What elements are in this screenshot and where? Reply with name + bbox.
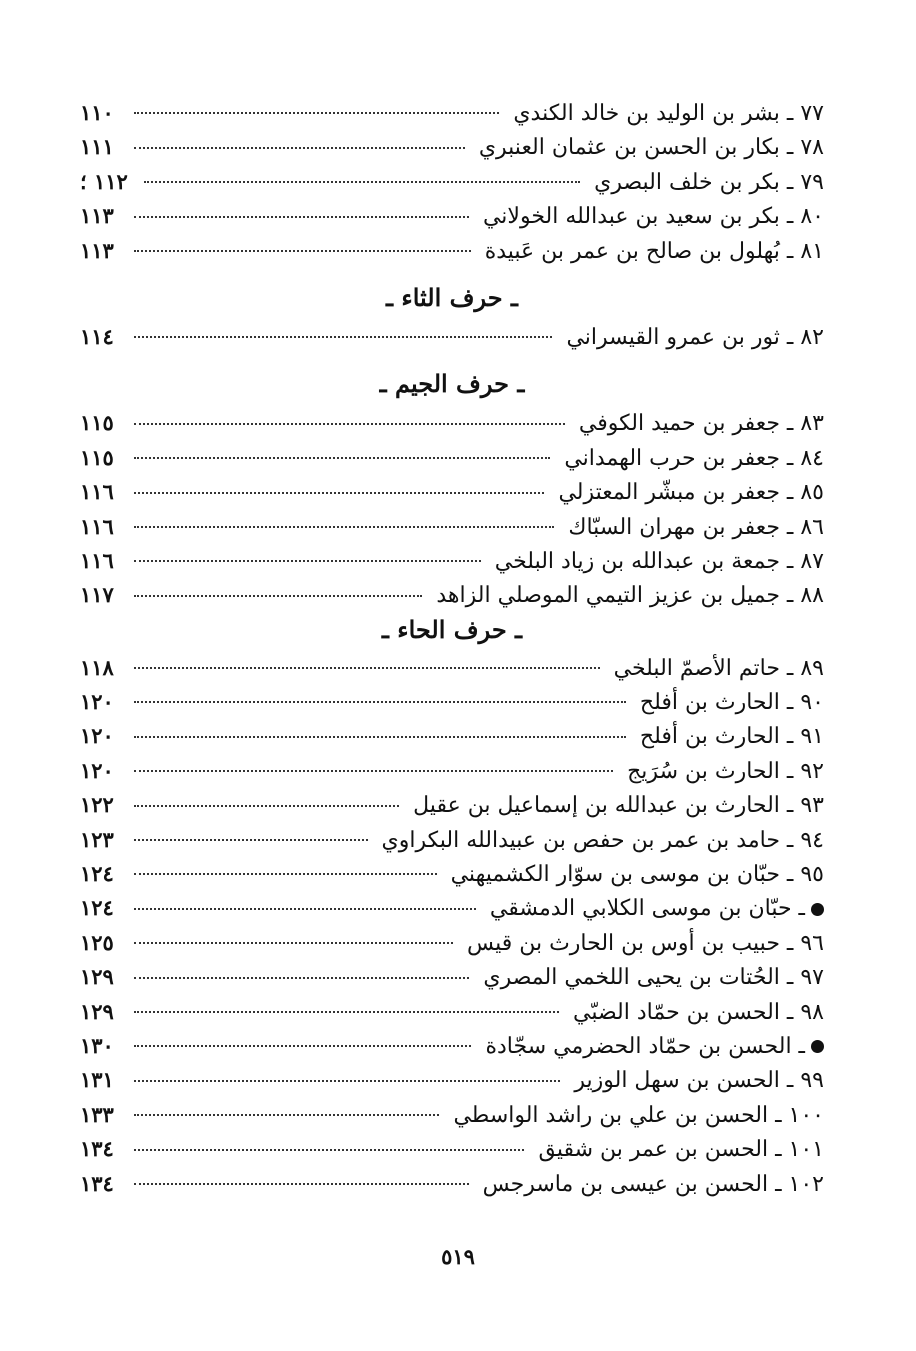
toc-entry (80, 926, 824, 960)
toc-entry (80, 165, 824, 199)
entry-page-number: ١١٨ (80, 654, 114, 680)
toc-entry (80, 544, 824, 578)
entry-page-number: ١٣٤ (80, 1136, 114, 1162)
toc-entry (80, 510, 824, 544)
entry-name (556, 442, 824, 476)
entry-page-number: ١٢٤ (80, 895, 114, 921)
entry-page-number: ١١٥ (80, 444, 114, 470)
toc-entry (80, 960, 824, 994)
dot-leader (134, 942, 453, 944)
entry-name-text: ٨٩ ـ حاتم الأصمّ البلخي (613, 655, 824, 681)
entry-name (632, 686, 824, 720)
entry-name (475, 1168, 824, 1202)
entry-name (505, 97, 824, 131)
entry-name (606, 652, 824, 686)
entry-name (477, 1030, 824, 1064)
dot-leader (134, 526, 554, 528)
toc-entry (80, 995, 824, 1029)
toc-page (80, 96, 824, 1201)
dot-leader (134, 147, 465, 149)
entry-name (560, 511, 824, 545)
toc-entry (80, 651, 824, 685)
dot-leader (134, 736, 626, 738)
toc-entry (80, 754, 824, 788)
toc-entry (80, 96, 824, 130)
section-heading-ha: ـ حرف الحاء ـ (381, 614, 523, 644)
dot-leader (134, 1149, 524, 1151)
entry-page-number: ١١٣ (80, 237, 114, 263)
entry-name (565, 996, 824, 1030)
entries-group-ba (80, 96, 824, 268)
dot-leader (134, 977, 469, 979)
dot-leader (134, 839, 368, 841)
entry-page-number: ١١٦ (80, 547, 114, 573)
entry-name-text: ٨٥ ـ جعفر بن مبشّر المعتزلي (558, 480, 824, 506)
dot-leader (134, 492, 544, 494)
dot-leader (144, 181, 580, 183)
entry-page-number: ١٢٠ (80, 723, 114, 749)
entry-page-number: ١٢٩ (80, 964, 114, 990)
toc-entry (80, 199, 824, 233)
entry-name-text: ـ حبّان بن موسى الكلابي الدمشقي (489, 896, 805, 922)
dot-leader (134, 595, 422, 597)
entry-name (530, 1133, 824, 1167)
entry-page-number: ١١٤ (80, 323, 114, 349)
dot-leader (134, 250, 471, 252)
entry-name-text: ٩٦ ـ حبيب بن أوس بن الحارث بن قيس (467, 930, 824, 956)
entry-page-number: ١١٦ (80, 513, 114, 539)
entries-group-jim (80, 406, 824, 612)
toc-entry (80, 823, 824, 857)
toc-entry (80, 406, 824, 440)
dot-leader (134, 112, 499, 114)
entry-name (571, 407, 824, 441)
entry-name-text: ٨١ ـ بُهلول بن صالح بن عمر بن عَبيدة (484, 238, 824, 264)
dot-leader (134, 873, 437, 875)
entry-name-text: ٩٧ ـ الحُتات بن يحيى اللخمي المصري (483, 965, 824, 991)
entry-name-text: ٩١ ـ الحارث بن أفلح (639, 724, 824, 750)
dot-leader (134, 1011, 559, 1013)
toc-entry (80, 857, 824, 891)
toc-entry (80, 1132, 824, 1166)
entry-name-text: ٩٢ ـ الحارث بن سُرَيج (627, 758, 824, 784)
entry-name-text: ٨٣ ـ جعفر بن حميد الكوفي (578, 411, 824, 437)
dot-leader (134, 1183, 469, 1185)
entry-name-text: ٧٧ ـ بشر بن الوليد بن خالد الكندي (513, 101, 824, 126)
bullet-icon (811, 1040, 824, 1053)
entry-name (405, 789, 824, 823)
dot-leader (134, 770, 613, 772)
toc-entry (80, 1063, 824, 1097)
entry-page-number: ١٢٤ (80, 861, 114, 887)
entry-name-text: ـ الحسن بن حمّاد الحضرمي سجّادة (485, 1033, 805, 1059)
entry-name-text: ٨٧ ـ جمعة بن عبدالله بن زياد البلخي (494, 548, 824, 574)
entries-group-tha (80, 320, 824, 354)
dot-leader (134, 805, 399, 807)
entry-name-text: ١٠٢ ـ الحسن بن عيسى بن ماسرجس (482, 1171, 824, 1197)
entry-name-text: ٨٠ ـ بكر بن سعيد بن عبدالله الخولاني (482, 204, 824, 230)
toc-entry (80, 475, 824, 509)
dot-leader (134, 423, 565, 425)
entry-name (487, 545, 824, 579)
dot-leader (134, 216, 469, 218)
dot-leader (134, 667, 600, 669)
dot-leader (134, 1080, 560, 1082)
entry-name-text: ٨٢ ـ ثور بن عمرو القيسراني (566, 324, 824, 350)
toc-entry (80, 891, 824, 925)
section-heading-jim: ـ حرف الجيم ـ (379, 369, 525, 399)
entry-name (475, 200, 824, 234)
toc-entry (80, 578, 824, 612)
entry-name-text: ٧٨ ـ بكار بن الحسن بن عثمان العنبري (478, 135, 824, 161)
entry-name (459, 927, 824, 961)
entry-name (550, 476, 824, 510)
entry-page-number: ١٣٠ (80, 1032, 114, 1058)
entry-page-number: ١٢٠ (80, 757, 114, 783)
entry-page-number: ١١٢ ؛ (80, 168, 128, 194)
entry-name (445, 1099, 824, 1133)
toc-entry (80, 788, 824, 822)
section-heading-tha: ـ حرف الثاء ـ (386, 282, 518, 312)
entry-name-text: ٩٤ ـ حامد بن عمر بن حفص بن عبيدالله البكراوي (381, 827, 824, 853)
toc-entry (80, 130, 824, 164)
entry-page-number: ١٢٥ (80, 929, 114, 955)
entry-name-text: ٩٩ ـ الحسن بن سهل الوزير (574, 1068, 824, 1094)
entry-page-number: ١٣٤ (80, 1170, 114, 1196)
toc-entry (80, 1098, 824, 1132)
entry-name (558, 321, 824, 355)
toc-entry (80, 685, 824, 719)
entry-name-text: ٨٨ ـ جميل بن عزيز التيمي الموصلي الزاهد (436, 583, 824, 609)
entry-page-number: ١١٠ (80, 100, 114, 125)
entry-name (471, 131, 824, 165)
entry-name-text: ٩٣ ـ الحارث بن عبدالله بن إسماعيل بن عقيل (413, 793, 824, 819)
page-number-footer: ٥١٩ (441, 1244, 475, 1269)
dot-leader (134, 560, 481, 562)
entry-name-text: ٧٩ ـ بكر بن خلف البصري (594, 169, 824, 195)
entry-page-number: ١٢٣ (80, 826, 114, 852)
entry-name-text: ٨٤ ـ جعفر بن حرب الهمداني (564, 445, 824, 471)
entry-name (566, 1064, 824, 1098)
entry-name-text: ١٠٠ ـ الحسن بن علي بن راشد الواسطي (453, 1102, 824, 1128)
entry-page-number: ١٢٠ (80, 689, 114, 715)
entry-page-number: ١٢٢ (80, 792, 114, 818)
entry-name (428, 579, 824, 613)
entry-name (619, 755, 824, 789)
bullet-icon (811, 903, 824, 916)
entry-name (443, 858, 824, 892)
entry-page-number: ١٣٣ (80, 1101, 114, 1127)
entry-name-text: ٨٦ ـ جعفر بن مهران السبّاك (568, 514, 824, 540)
toc-entry (80, 1029, 824, 1063)
entry-name-text: ١٠١ ـ الحسن بن عمر بن شقيق (538, 1137, 824, 1163)
entry-page-number: ١١٥ (80, 410, 114, 436)
entries-group-ha (80, 651, 824, 1201)
toc-entry (80, 1167, 824, 1201)
dot-leader (134, 457, 550, 459)
toc-entry (80, 320, 824, 354)
entry-name-text: ٩٠ ـ الحارث بن أفلح (639, 690, 824, 716)
entry-page-number: ١١٧ (80, 582, 114, 608)
dot-leader (134, 336, 552, 338)
dot-leader (134, 1045, 471, 1047)
dot-leader (134, 1114, 439, 1116)
entry-name (374, 824, 824, 858)
dot-leader (134, 908, 476, 910)
toc-entry (80, 441, 824, 475)
toc-entry (80, 719, 824, 753)
entry-page-number: ١٢٩ (80, 998, 114, 1024)
toc-entry (80, 234, 824, 268)
entry-page-number: ١٣١ (80, 1067, 114, 1093)
entry-name-text: ٩٨ ـ الحسن بن حمّاد الضبّي (573, 999, 824, 1025)
dot-leader (134, 701, 626, 703)
entry-name (477, 235, 824, 269)
entry-page-number: ١١٦ (80, 479, 114, 505)
entry-name (632, 720, 824, 754)
entry-name (586, 166, 824, 200)
entry-page-number: ١١٣ (80, 203, 114, 229)
entry-name (475, 961, 824, 995)
entry-name (482, 892, 824, 926)
entry-page-number: ١١١ (80, 134, 114, 160)
entry-name-text: ٩٥ ـ حبّان بن موسى بن سوّار الكشميهني (450, 862, 824, 888)
